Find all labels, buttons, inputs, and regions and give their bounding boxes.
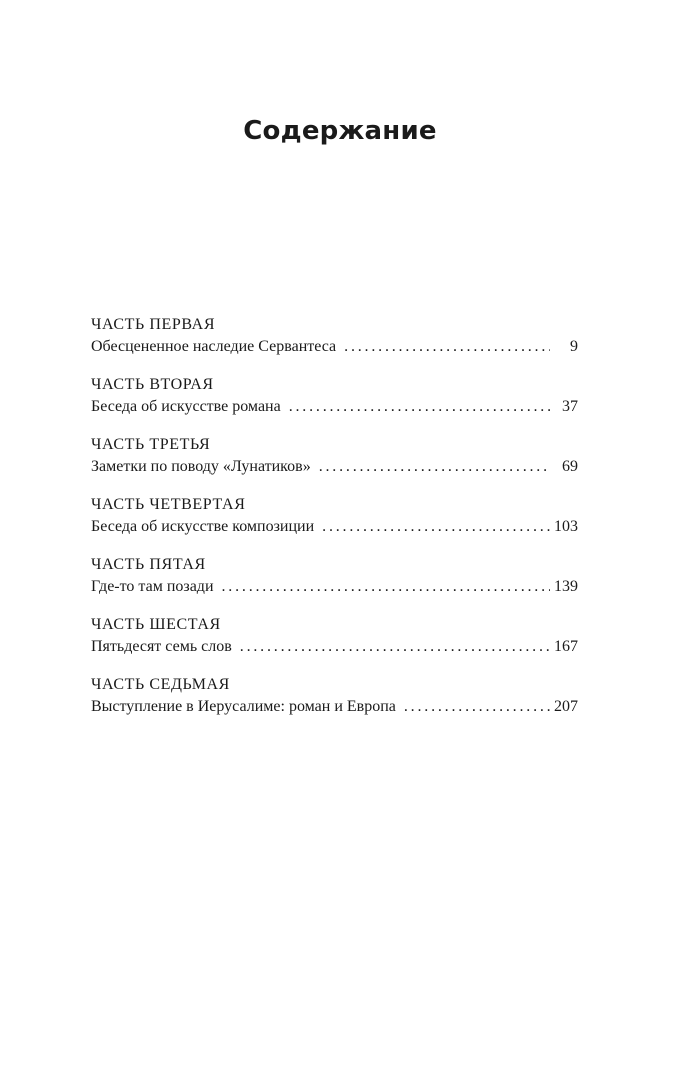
part-heading: ЧАСТЬ СЕДЬМАЯ	[91, 676, 230, 693]
chapter-title: Заметки по поводу «Лунатиков»	[91, 458, 311, 475]
chapter-title: Где-то там позади	[91, 578, 214, 595]
chapter-title: Беседа об искусстве романа	[91, 398, 281, 415]
part-heading: ЧАСТЬ ЧЕТВЕРТАЯ	[91, 496, 246, 513]
page-number: 9	[570, 338, 578, 355]
dot-leader	[322, 517, 550, 537]
part-heading: ЧАСТЬ ВТОРАЯ	[91, 376, 214, 393]
page-number: 69	[562, 458, 578, 475]
toc-entry	[91, 615, 578, 675]
chapter-line	[91, 457, 578, 477]
chapter-line	[91, 697, 578, 717]
chapter-title: Пятьдесят семь слов	[91, 638, 232, 655]
toc-entry	[91, 375, 578, 435]
chapter-title: Беседа об искусстве композиции	[91, 518, 315, 535]
page-number: 37	[562, 398, 578, 415]
part-heading: ЧАСТЬ ПЯТАЯ	[91, 556, 206, 573]
part-heading: ЧАСТЬ ТРЕТЬЯ	[91, 436, 211, 453]
chapter-line	[91, 397, 578, 417]
chapter-title: Обесцененное наследие Сервантеса	[91, 338, 337, 355]
chapter-line	[91, 517, 578, 537]
toc-entry	[91, 675, 578, 735]
part-heading: ЧАСТЬ ШЕСТАЯ	[91, 616, 221, 633]
dot-leader	[404, 697, 550, 717]
table-of-contents	[91, 315, 578, 735]
page-number: 103	[554, 518, 578, 535]
chapter-line	[91, 637, 578, 657]
toc-entry	[91, 555, 578, 615]
chapter-title: Выступление в Иерусалиме: роман и Европа	[91, 698, 396, 715]
page-number: 207	[554, 698, 578, 715]
page-number: 167	[554, 638, 578, 655]
toc-entry	[91, 315, 578, 375]
page-title: Содержание	[243, 116, 437, 146]
chapter-line	[91, 337, 578, 357]
dot-leader	[319, 457, 550, 477]
dot-leader	[344, 337, 550, 357]
toc-entry	[91, 495, 578, 555]
part-heading: ЧАСТЬ ПЕРВАЯ	[91, 316, 216, 333]
dot-leader	[240, 637, 550, 657]
dot-leader	[222, 577, 551, 597]
toc-entry	[91, 435, 578, 495]
dot-leader	[289, 397, 550, 417]
chapter-line	[91, 577, 578, 597]
page-number: 139	[554, 578, 578, 595]
